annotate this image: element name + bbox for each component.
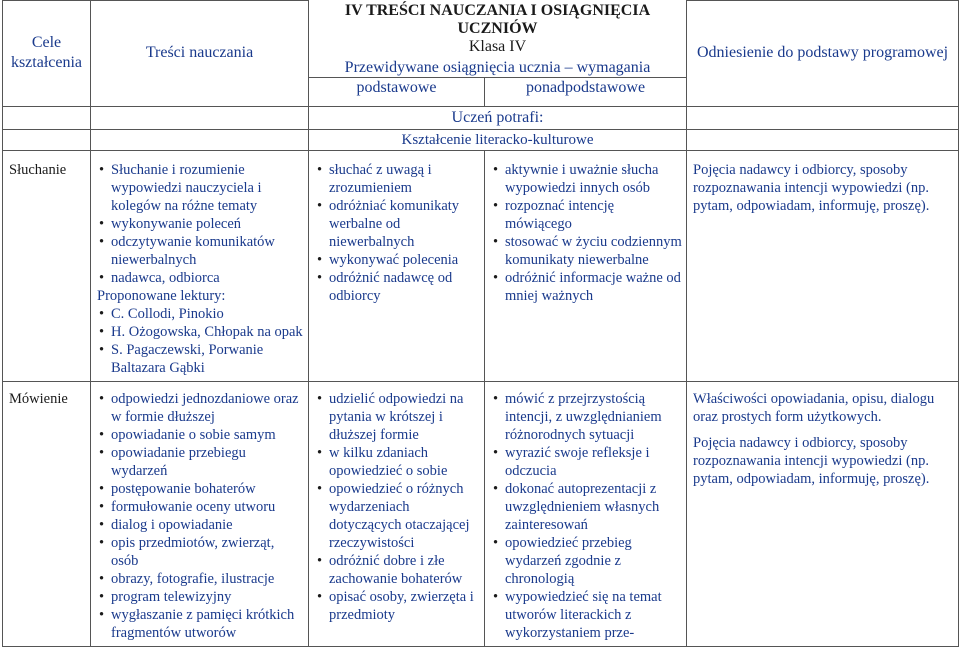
list-item: • dialog i opowiadanie — [97, 516, 304, 534]
advanced-cell — [485, 150, 687, 381]
list-item: • wygłaszanie z pamięci krótkich fragmentów utworów — [97, 606, 304, 642]
content-cell — [91, 381, 309, 646]
advanced-list — [491, 161, 682, 305]
list-item: • program telewizyjny — [97, 588, 304, 606]
reference-cell — [687, 381, 959, 646]
list-item: • słuchać z uwagą i zrozumieniem — [315, 161, 480, 197]
header-goals-label: Cele kształcenia — [10, 34, 83, 72]
list-item: • odróżnić dobre i złe zachowanie bohaterów — [315, 552, 480, 588]
title-row — [3, 1, 959, 56]
spacer-cell — [3, 106, 91, 129]
list-item: • rozpoznać intencję mówiącego — [491, 197, 682, 233]
reference-paragraph: Właściwości opowiadania, opisu, dialogu oraz prostych form użytkowych. — [693, 390, 935, 425]
list-item: • H. Ożogowska, Chłopak na opak — [97, 323, 304, 341]
list-item: • odróżnić informacje ważne od mniej ważnych — [491, 269, 682, 305]
student-can-cell — [309, 106, 687, 129]
advanced-list — [491, 390, 682, 642]
page-subtitle: Klasa IV — [468, 37, 527, 55]
spacer-cell — [91, 129, 309, 150]
list-item: • odpowiedzi jednozdaniowe oraz w formie dłuższej — [97, 390, 304, 426]
header-basic — [309, 77, 485, 106]
spacer-cell — [687, 129, 959, 150]
list-item: • opis przedmiotów, zwierząt, osób — [97, 534, 304, 570]
list-item: • odczytywanie komunikatów niewerbalnych — [97, 233, 304, 269]
list-item: • obrazy, fotografie, ilustracje — [97, 570, 304, 588]
reference-cell — [687, 150, 959, 381]
reference-text — [693, 390, 952, 488]
curriculum-table — [2, 0, 959, 647]
basic-cell — [309, 381, 485, 646]
section-cell — [309, 129, 687, 150]
header-goals — [3, 1, 91, 107]
list-item: • opowiadanie przebiegu wydarzeń — [97, 444, 304, 480]
list-item: • nadawca, odbiorca — [97, 269, 304, 287]
header-content — [91, 1, 309, 107]
list-item: • odróżnić nadawcę od odbiorcy — [315, 269, 480, 305]
list-item: • S. Pagaczewski, Porwanie Baltazara Gąbki — [97, 341, 304, 377]
section-row — [3, 129, 959, 150]
header-reference-label: Odniesienie do podstawy programowej — [696, 44, 949, 61]
list-item: • Słuchanie i rozumienie wypowiedzi nauczyciela i kolegów na różne tematy — [97, 161, 304, 215]
header-reference — [687, 1, 959, 107]
header-basic-label: podstawowe — [356, 78, 437, 96]
student-can-label: Uczeń potrafi: — [451, 108, 544, 126]
header-advanced — [485, 77, 687, 106]
basic-list — [315, 390, 480, 624]
row-speaking — [3, 381, 959, 646]
title-cell — [309, 1, 687, 56]
student-can-row — [3, 106, 959, 129]
content-list — [97, 161, 304, 377]
goal-cell — [3, 381, 91, 646]
list-item: • postępowanie bohaterów — [97, 480, 304, 498]
row-listening — [3, 150, 959, 381]
page-title: IV TREŚCI NAUCZANIA I OSIĄGNIĘCIA UCZNIÓW — [344, 1, 651, 37]
list-item: • odróżniać komunikaty werbalne od niewerbalnych — [315, 197, 480, 251]
reference-text — [693, 161, 952, 215]
list-item: • opowiedzieć o różnych wydarzeniach dotyczących otaczającej rzeczywistości — [315, 480, 480, 552]
spacer-cell — [91, 106, 309, 129]
header-outcomes — [309, 56, 687, 78]
list-item: • wykonywać polecenia — [315, 251, 480, 269]
list-item: • opowiedzieć przebieg wydarzeń zgodnie z chronologią — [491, 534, 682, 588]
list-item: • opisać osoby, zwierzęta i przedmioty — [315, 588, 480, 624]
list-item: • wykonywanie poleceń — [97, 215, 304, 233]
list-item: • mówić z przejrzystością intencji, z uwzględnianiem różnorodnych sytuacji — [491, 390, 682, 444]
header-advanced-label: ponadpodstawowe — [525, 78, 646, 96]
list-item: • dokonać autoprezentacji z uwzględnieniem własnych zainteresowań — [491, 480, 682, 534]
goal-label: Mówienie — [9, 390, 68, 407]
spacer-cell — [687, 106, 959, 129]
header-outcomes-label: Przewidywane osiągnięcia ucznia – wymagania — [344, 58, 651, 76]
goal-cell — [3, 150, 91, 381]
reference-paragraph: Pojęcia nadawcy i odbiorcy, sposoby rozpoznawania intencji wypowiedzi (np. pytam, odpowiadam, informuję, proszę). — [693, 434, 930, 487]
goal-label: Słuchanie — [9, 161, 67, 178]
basic-list — [315, 161, 480, 305]
list-item: • stosować w życiu codziennym komunikaty niewerbalne — [491, 233, 682, 269]
advanced-cell — [485, 381, 687, 646]
list-item: • opowiadanie o sobie samym — [97, 426, 304, 444]
basic-cell — [309, 150, 485, 381]
list-item: • aktywnie i uważnie słucha wypowiedzi innych osób — [491, 161, 682, 197]
content-list — [97, 390, 304, 642]
reference-paragraph: Pojęcia nadawcy i odbiorcy, sposoby rozpoznawania intencji wypowiedzi (np. pytam, odpowiadam, informuję, proszę). — [693, 161, 930, 214]
list-item: • C. Collodi, Pinokio — [97, 305, 304, 323]
list-item: • w kilku zdaniach opowiedzieć o sobie — [315, 444, 480, 480]
list-item: • formułowanie oceny utworu — [97, 498, 304, 516]
list-item: • udzielić odpowiedzi na pytania w krótszej i dłuższej formie — [315, 390, 480, 444]
content-cell — [91, 150, 309, 381]
spacer-cell — [3, 129, 91, 150]
list-item: Proponowane lektury: — [97, 287, 226, 304]
list-item: • wyrazić swoje refleksje i odczucia — [491, 444, 682, 480]
list-item: • wypowiedzieć się na temat utworów literackich z wykorzystaniem prze- — [491, 588, 682, 642]
header-content-label: Treści nauczania — [145, 44, 254, 62]
section-label: Kształcenie literacko-kulturowe — [401, 131, 594, 148]
